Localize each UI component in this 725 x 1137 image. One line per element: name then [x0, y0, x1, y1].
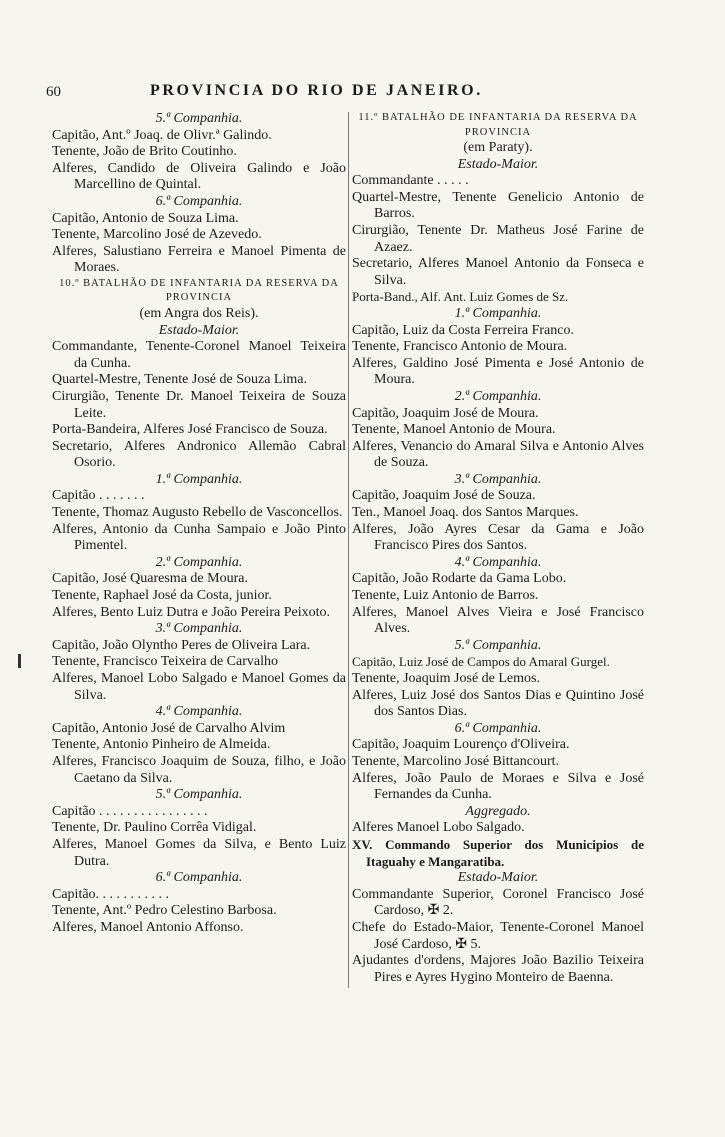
column-rule — [348, 112, 349, 988]
left-entry: Capitão, José Quaresma de Moura. — [52, 571, 248, 587]
left-entry: Porta-Bandeira, Alferes José Francisco de Souza. — [52, 422, 328, 438]
right-section-heading: Estado-Maior. — [457, 870, 539, 886]
right-entry: Tenente, Luiz Antonio de Barros. — [352, 588, 539, 604]
right-section-heading: 5.ª Companhia. — [454, 637, 542, 653]
right-section-heading: 1.ª Companhia. — [454, 305, 542, 321]
right-entry: Alferes, João Paulo de Moraes e Silva e José Fernandes da Cunha. — [352, 770, 644, 803]
right-entry: Alferes, Galdino José Pimenta e José Antonio de Moura. — [352, 355, 644, 388]
right-entry: Capitão, Luiz José de Campos do Amaral Gurgel. — [352, 654, 610, 670]
right-entry: Tenente, Francisco Antonio de Moura. — [352, 339, 568, 355]
left-entry: Alferes, Francisco Joaquim de Souza, filho, e João Caetano da Silva. — [52, 753, 346, 786]
right-entry: Alferes, Venancio do Amaral Silva e Antonio Alves de Souza. — [352, 438, 644, 471]
left-entry: Tenente, João de Brito Coutinho. — [52, 144, 237, 160]
left-entry: Tenente, Marcolino José de Azevedo. — [52, 227, 262, 243]
right-section-heading: 4.ª Companhia. — [454, 554, 542, 570]
left-entry: Tenente, Antonio Pinheiro de Almeida. — [52, 737, 271, 753]
right-entry: (em Paraty). — [463, 140, 533, 155]
right-entry: Commandante Superior, Coronel Francisco José Cardoso, ✠ 2. — [352, 886, 644, 919]
left-section-heading: 5.ª Companhia. — [155, 111, 243, 126]
left-entry: Tenente, Raphael José da Costa, junior. — [52, 588, 272, 604]
left-entry: Capitão, João Olyntho Peres de Oliveira Lara. — [52, 637, 311, 653]
left-entry: Alferes, Bento Luiz Dutra e João Pereira Peixoto. — [52, 604, 330, 620]
left-entry: Capitão . . . . . . . — [52, 488, 145, 504]
right-section-heading: Aggregado. — [465, 803, 531, 819]
left-section-heading: 5.ª Companhia. — [155, 787, 243, 803]
right-section-heading: 3.ª Companhia. — [454, 471, 542, 487]
right-entry: Porta-Band., Alf. Ant. Luiz Gomes de Sz. — [352, 289, 569, 305]
right-section-heading: 2.ª Companhia. — [454, 388, 542, 404]
right-entry: Capitão, Joaquim José de Moura. — [352, 405, 539, 421]
left-entry: Capitão, Antonio José de Carvalho Alvim — [52, 720, 286, 736]
left-entry: Tenente, Ant.º Pedro Celestino Barbosa. — [52, 903, 277, 919]
left-section-heading: 10.º BATALHÃO DE INFANTARIA DA RESERVA DA PROVINCIA — [59, 277, 339, 304]
right-entry: Capitão, Joaquim José de Souza. — [352, 488, 536, 504]
right-entry: Capitão, Joaquim Lourenço d'Oliveira. — [352, 737, 570, 753]
right-section-heading: Estado-Maior. — [457, 156, 539, 172]
left-entry: Alferes, Manoel Gomes da Silva, e Bento Luiz Dutra. — [52, 836, 346, 869]
left-entry: Capitão . . . . . . . . . . . . . . . . — [52, 803, 208, 819]
right-entry: Cirurgião, Tenente Dr. Matheus José Farine de Azaez. — [352, 222, 644, 255]
left-entry: Alferes, Manoel Antonio Affonso. — [52, 919, 244, 935]
right-section-heading: 6.ª Companhia. — [454, 720, 542, 736]
left-entry: Tenente, Francisco Teixeira de Carvalho — [52, 654, 278, 670]
left-entry: Alferes, Antonio da Cunha Sampaio e João Pinto Pimentel. — [52, 521, 346, 554]
right-entry: Tenente, Joaquim José de Lemos. — [352, 671, 540, 686]
left-entry: Alferes, Salustiano Ferreira e Manoel Pimenta de Moraes. — [52, 243, 346, 276]
left-section-heading: 1.ª Companhia. — [155, 471, 243, 487]
right-entry: Commandante . . . . . — [352, 173, 469, 189]
left-section-heading: 2.ª Companhia. — [155, 554, 243, 570]
left-column — [52, 111, 346, 937]
right-entry: Capitão, Luiz da Costa Ferreira Franco. — [352, 322, 574, 338]
right-entry: Capitão, João Rodarte da Gama Lobo. — [352, 571, 567, 587]
left-entry: Alferes, Manoel Lobo Salgado e Manoel Gomes da Silva. — [52, 671, 346, 703]
right-column — [352, 111, 644, 986]
right-entry: Ajudantes d'ordens, Majores João Bazilio Teixeira Pires e Ayres Hygino Monteiro de Baenna. — [352, 953, 644, 985]
left-entry: Capitão. . . . . . . . . . . — [52, 886, 170, 902]
left-entry: Tenente, Thomaz Augusto Rebello de Vasconcellos. — [52, 505, 343, 521]
left-entry: Capitão, Antonio de Souza Lima. — [52, 210, 239, 226]
right-entry: Ten., Manoel Joaq. dos Santos Marques. — [352, 505, 579, 521]
left-entry: Quartel-Mestre, Tenente José de Souza Lima. — [52, 372, 307, 388]
right-section-heading: 11.º BATALHÃO DE INFANTARIA DA RESERVA DA PROVINCIA — [358, 112, 638, 138]
right-entry: Tenente, Manoel Antonio de Moura. — [352, 422, 556, 438]
left-section-heading: Estado-Maior. — [158, 322, 240, 338]
left-entry: Cirurgião, Tenente Dr. Manoel Teixeira de Souza Leite. — [52, 388, 346, 421]
left-section-heading: 4.ª Companhia. — [155, 704, 243, 720]
edge-mark — [18, 654, 21, 668]
left-entry: Commandante, Tenente-Coronel Manoel Teixeira da Cunha. — [52, 339, 346, 371]
running-head: PROVINCIA DO RIO DE JANEIRO. — [150, 82, 483, 99]
right-entry: Secretario, Alferes Manoel Antonio da Fonseca e Silva. — [352, 256, 644, 288]
page-number: 60 — [46, 84, 61, 100]
left-entry: (em Angra dos Reis). — [139, 305, 259, 321]
right-entry: Tenente, Marcolino José Bittancourt. — [352, 753, 560, 769]
left-entry: Secretario, Alferes Andronico Allemão Cabral Osorio. — [52, 438, 346, 471]
left-section-heading: 6.ª Companhia. — [155, 193, 243, 209]
right-entry: Alferes, João Ayres Cesar da Gama e João Francisco Pires dos Santos. — [352, 521, 644, 554]
right-entry: Alferes Manoel Lobo Salgado. — [352, 820, 525, 836]
right-entry: Chefe do Estado-Maior, Tenente-Coronel Manoel José Cardoso, ✠ 5. — [352, 919, 644, 952]
right-entry: Quartel-Mestre, Tenente Genelicio Antonio de Barros. — [352, 189, 644, 222]
left-entry: Alferes, Candido de Oliveira Galindo e João Marcellino de Quintal. — [52, 160, 346, 193]
left-entry: Capitão, Ant.º Joaq. de Olivr.ª Galindo. — [52, 127, 272, 143]
right-entry: Alferes, Luiz José dos Santos Dias e Quintino José dos Santos Dias. — [352, 687, 644, 720]
right-entry: Alferes, Manoel Alves Vieira e José Francisco Alves. — [352, 604, 644, 637]
right-section-heading: XV. Commando Superior dos Municipios de Itaguahy e Mangaratiba. — [352, 836, 644, 869]
left-entry: Tenente, Dr. Paulino Corrêa Vidigal. — [52, 820, 257, 836]
left-section-heading: 3.ª Companhia. — [155, 621, 243, 637]
left-section-heading: 6.ª Companhia. — [155, 870, 243, 886]
